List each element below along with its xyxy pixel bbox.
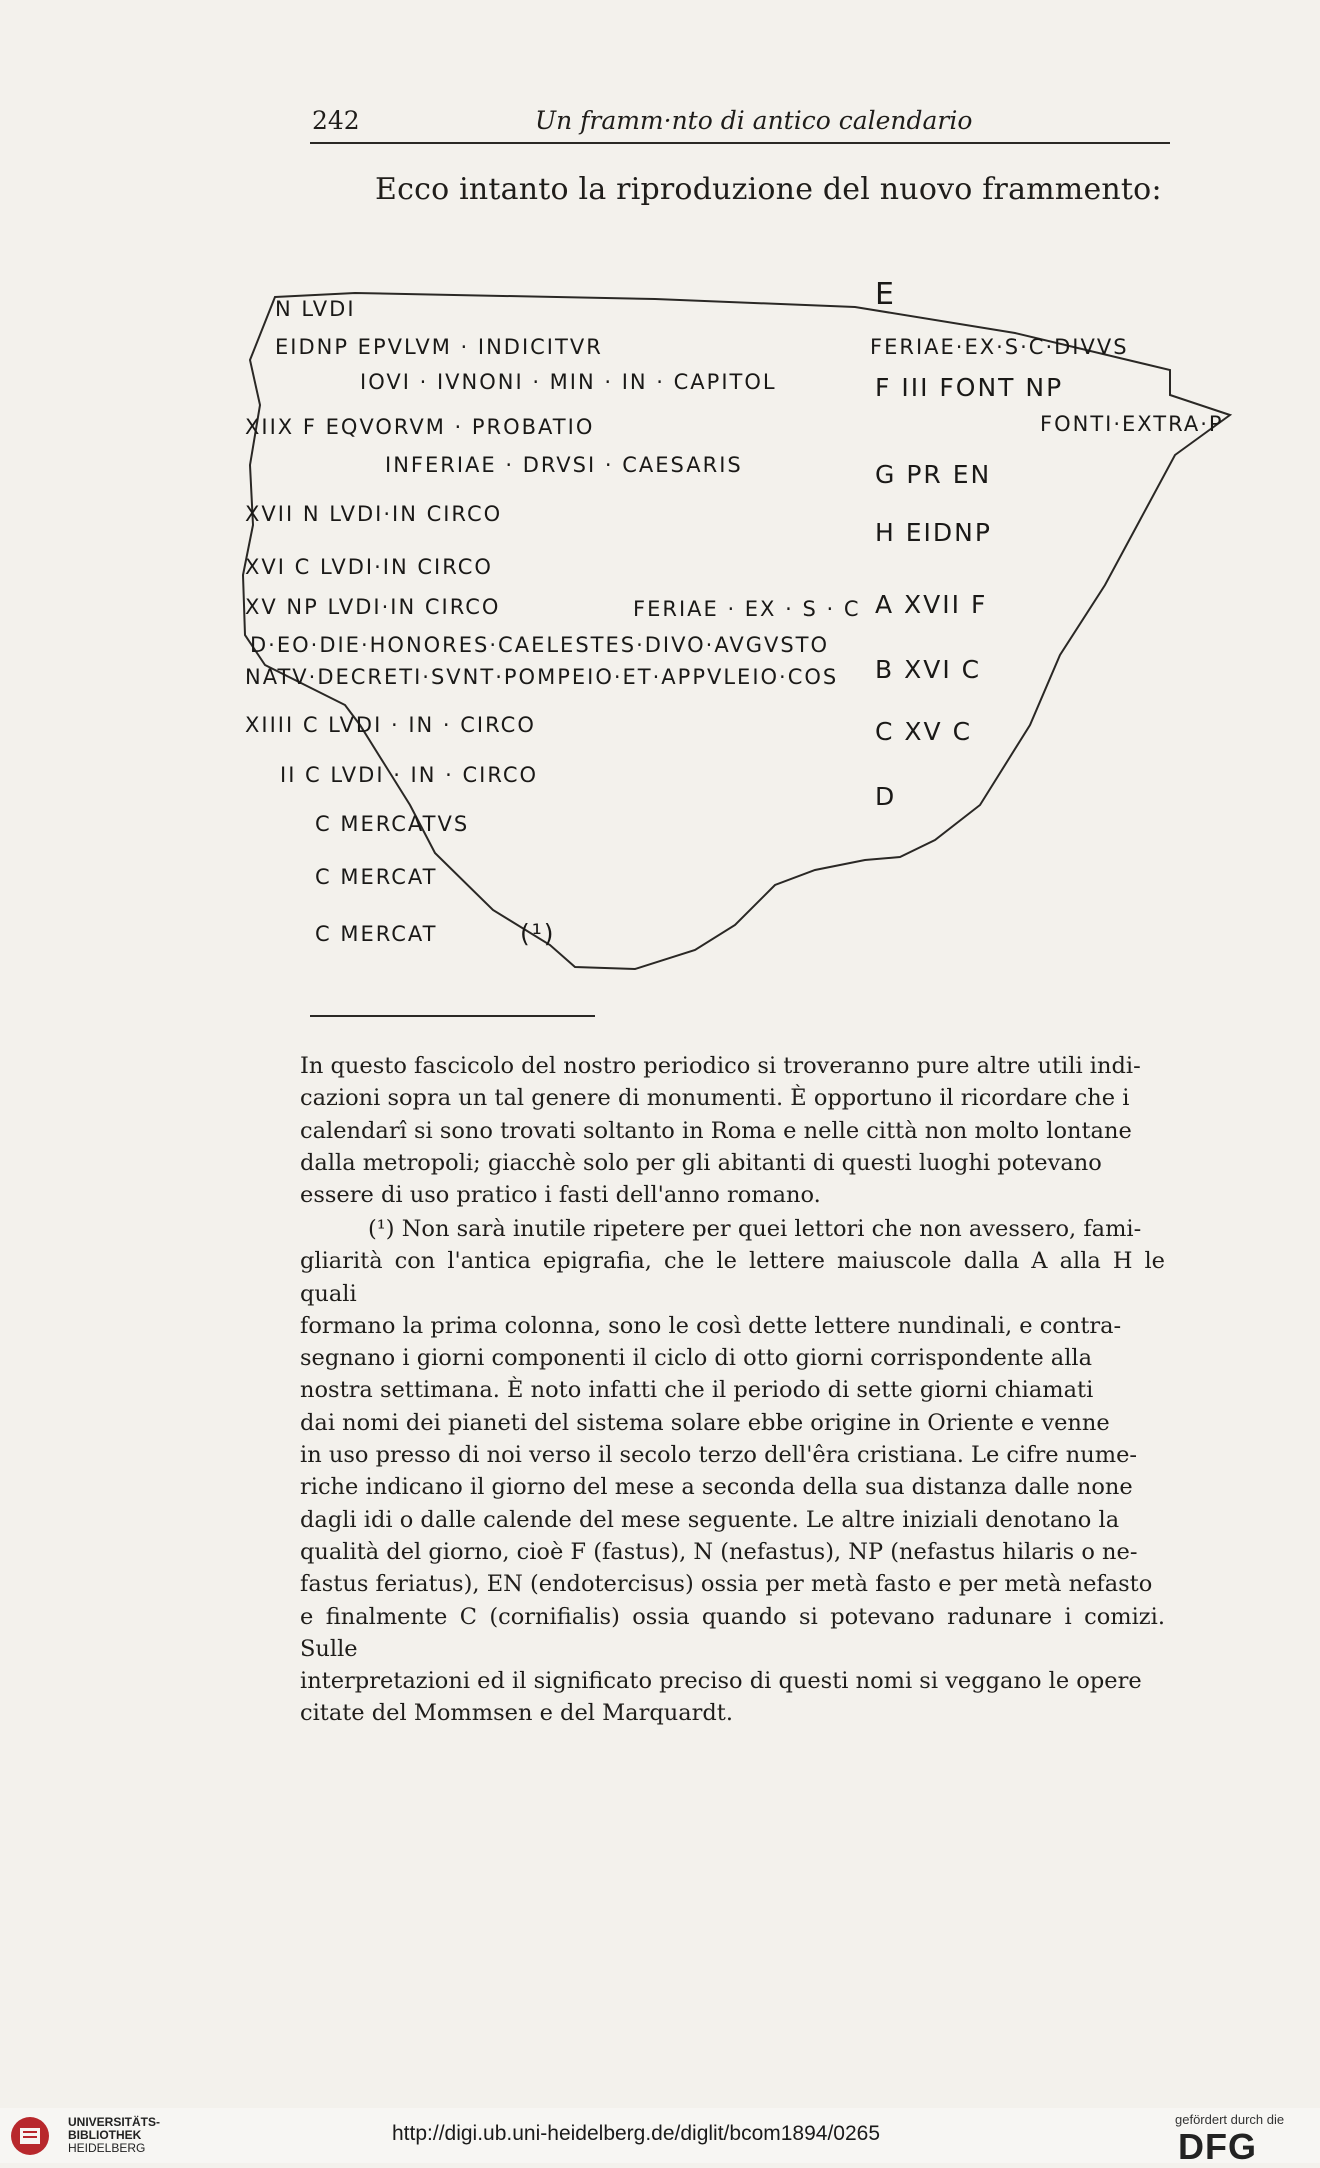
- text-line: fastus feriatus), EN (endotercisus) ossia per metà fasto e per metà nefasto: [300, 1571, 1153, 1598]
- inscription-line: N LVDI: [275, 297, 356, 321]
- funding-caption: gefördert durch die: [1175, 2112, 1285, 2127]
- footer-bar: [0, 2108, 1320, 2167]
- text-line: dai nomi dei pianeti del sistema solare ebbe origine in Oriente e venne: [300, 1409, 1110, 1436]
- text-line: riche indicano il giorno del mese a seconda della sua distanza dalle none: [300, 1474, 1133, 1501]
- page-number: 242: [312, 106, 360, 135]
- text-line: gliarità con l'antica epigrafia, che le lettere maiuscole dalla A alla H le quali: [300, 1248, 1165, 1307]
- text-line: In questo fascicolo del nostro periodico si troveranno pure altre utili indi-: [300, 1053, 1141, 1079]
- library-seal-icon: [8, 2114, 60, 2158]
- running-title: Un framm·nto di antico calendario: [535, 106, 973, 135]
- text-line: cazioni sopra un tal genere di monumenti. È opportuno il ricordare che i: [300, 1085, 1130, 1112]
- inscription-right-line: F III FONT NP: [875, 373, 1064, 402]
- body-paragraph: [300, 1050, 1165, 1211]
- text-line: citate del Mommsen e del Marquardt.: [300, 1700, 733, 1727]
- inscription-right-line: D: [875, 782, 897, 811]
- inscription-line: EIDNP EPVLVM · INDICITVR: [275, 335, 603, 359]
- inscription-right-line: E: [875, 277, 898, 312]
- inscription-line: XIIII C LVDI · IN · CIRCO: [245, 713, 536, 737]
- text-line: interpretazioni ed il significato preciso di questi nomi si veggano le opere: [300, 1668, 1142, 1695]
- inscription-line: C MERCAT: [315, 865, 438, 889]
- inscription-line: XIIX F EQVORVM · PROBATIO: [245, 415, 595, 439]
- text-line: qualità del giorno, cioè F (fastus), N (nefastus), NP (nefastus hilaris o ne-: [300, 1538, 1138, 1565]
- inscription-right-line: FERIAE·EX·S·C·DIVVS: [870, 335, 1129, 359]
- page-header: [310, 102, 1170, 144]
- text-line: in uso presso di noi verso il secolo terzo dell'êra cristiana. Le cifre nume-: [300, 1442, 1138, 1469]
- inscription-line: C MERCATVS: [315, 812, 470, 836]
- text-line: formano la prima colonna, sono le così dette lettere nundinali, e contra-: [300, 1312, 1122, 1339]
- inscription-right-line: C XV C: [875, 717, 973, 746]
- inscription-line: D·EO·DIE·HONORES·CAELESTES·DIVO·AVGVSTO: [250, 633, 830, 657]
- inscription-line: II C LVDI · IN · CIRCO: [280, 763, 539, 787]
- inscription-right-line: B XVI C: [875, 655, 982, 684]
- text-line: [300, 1213, 1165, 1245]
- inscription-line: NATV·DECRETI·SVNT·POMPEIO·ET·APPVLEIO·COS: [245, 665, 839, 689]
- footnote-first-line: (¹) Non sarà inutile ripetere per quei lettori che non avessero, fami-: [368, 1216, 1142, 1242]
- inscription-right-line: FONTI·EXTRA·P: [1040, 412, 1224, 436]
- inscription-line: INFERIAE · DRVSI · CAESARIS: [385, 453, 743, 477]
- inscription-right-line: A XVII F: [875, 590, 988, 619]
- text-line: segnano i giorni componenti il ciclo di otto giorni corrispondente alla: [300, 1345, 1093, 1372]
- inscription-line: XV NP LVDI·IN CIRCO: [245, 595, 501, 619]
- text-line: dalla metropoli; giacchè solo per gli abitanti di questi luoghi potevano: [300, 1149, 1102, 1176]
- source-url-link[interactable]: http://digi.ub.uni-heidelberg.de/diglit/bcom1894/0265: [392, 2122, 881, 2145]
- footnote-divider: [310, 1015, 595, 1017]
- text-line: essere di uso pratico i fasti dell'anno romano.: [300, 1182, 821, 1209]
- library-name: UNIVERSITÄTS- BIBLIOTHEK HEIDELBERG: [68, 2115, 161, 2155]
- inscription-right-line: G PR EN: [875, 460, 992, 489]
- footnote-marker: (¹): [520, 919, 556, 948]
- text-line: nostra settimana. È noto infatti che il periodo di sette giorni chiamati: [300, 1377, 1094, 1404]
- dfg-logo: DFG: [1178, 2126, 1257, 2167]
- footnote: [300, 1213, 1165, 1730]
- text-line: e finalmente C (cornifialis) ossia quando si potevano radunare i comizi. Sulle: [300, 1603, 1165, 1662]
- inscription-line: XVII N LVDI·IN CIRCO: [245, 502, 503, 526]
- text-line: calendarî si sono trovati soltanto in Roma e nelle città non molto lontane: [300, 1117, 1132, 1144]
- inscription-right-line: H EIDNP: [875, 518, 992, 547]
- inscription-line: FERIAE · EX · S · C: [633, 597, 861, 621]
- inscription-line: C MERCAT: [315, 922, 438, 946]
- inscription-line: IOVI · IVNONI · MIN · IN · CAPITOL: [360, 370, 777, 394]
- text-line: dagli idi o dalle calende del mese seguente. Le altre iniziali denotano la: [300, 1506, 1120, 1533]
- intro-line: Ecco intanto la riproduzione del nuovo frammento:: [375, 172, 1162, 207]
- inscription-line: XVI C LVDI·IN CIRCO: [245, 555, 493, 579]
- inscription-fragment: [235, 277, 1245, 970]
